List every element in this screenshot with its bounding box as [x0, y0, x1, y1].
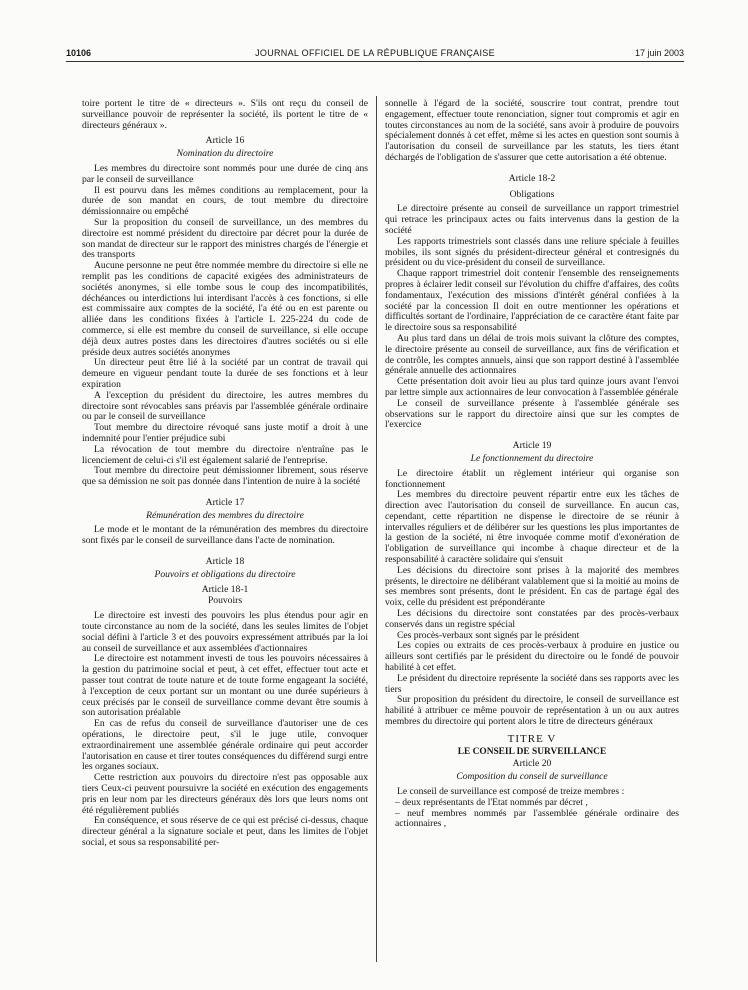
- paragraph: Les copies ou extraits de ces procès-verbaux à produire en justice ou ailleurs sont certifiés par le président du directoire ou le fondé de pouvoir habilité à cet effet.: [385, 640, 679, 674]
- paragraph: Les membres du directoire peuvent répartir entre eux les tâches de direction avec l'autorisation du conseil de surveillance. En aucun cas, cependant, cette répartition ne dispense le directoire de se réunir à intervalles réguliers et de délibérer sur les questions les plus importantes de la gestion de la société, ni être invoquée comme motif d'exonération de l'obligation de surveillance qui incombe à chaque directeur et de la responsabilité à caractère solidaire qui s'ensuit: [385, 489, 679, 566]
- paragraph: A l'exception du président du directoire, les autres membres du directoire sont révocables sans préavis par l'assemblée générale ordinaire ou par le conseil de surveillance: [82, 389, 368, 423]
- article-subtitle: Pouvoirs et obligations du directoire: [154, 568, 296, 580]
- paragraph: Le directoire est investi des pouvoirs les plus étendus pour agir en toute circonstance au nom de la société, dans les seules limites de l'objet social défini à l'article 3 et des pouvoirs expressément attribués par la loi au conseil de surveillance et aux assemblées d'actionnaires: [82, 610, 368, 654]
- paragraph: Sur proposition du président du directoire, le conseil de surveillance est habilité à attribuer ce même pouvoir de représentation à un ou aux autres membres du directoire qui portent alors le titre de directeurs généraux: [385, 694, 679, 728]
- article-subtitle: Nomination du directoire: [176, 148, 274, 160]
- publication-date: 17 juin 2003: [634, 48, 684, 58]
- paragraph: Le conseil de surveillance présente à l'assemblée générale ses observations sur le rapport du directoire ainsi que sur les comptes de l'exercice: [385, 397, 679, 431]
- article-heading: Article 16: [205, 135, 245, 147]
- title-heading: TITRE V: [507, 732, 557, 745]
- title-subheading: LE CONSEIL DE SURVEILLANCE: [457, 746, 607, 757]
- paragraph: Tout membre du directoire peut démissionner librement, sous réserve que sa démission ne soit pas donnée dans l'intention de nuire à la société: [82, 465, 368, 488]
- paragraph: Un directeur peut être lié à la société par un contrat de travail qui demeure en vigueur pendant toute la durée de ses fonctions et à leur expiration: [82, 357, 368, 390]
- left-column: [82, 99, 368, 959]
- article-heading: Article 18-1: [201, 583, 249, 595]
- article-subtitle: Obligations: [509, 188, 555, 200]
- journal-title: JOURNAL OFFICIEL DE LA RÉPUBLIQUE FRANÇAISE: [255, 48, 495, 58]
- paragraph: Les membres du directoire sont nommés pour une durée de cinq ans par le conseil de surveillance: [82, 162, 368, 185]
- paragraph: Chaque rapport trimestriel doit contenir l'ensemble des renseignements propres à éclairer ledit conseil sur l'évolution du chiffre d'affaires, des coûts fondamentaux, l'exécution des missions d'intérêt général confiées à la société par la concession Il doit en outre mentionner les opérations et difficultés sortant de l'ordinaire, l'appréciation de ce caractère étant faite par le directoire sous sa responsabilité: [385, 268, 679, 334]
- article-heading: Article 20: [512, 758, 552, 770]
- paragraph: Les décisions du directoire sont constatées par des procès-verbaux conservés dans un registre spécial: [385, 608, 679, 630]
- paragraph: Ces procès-verbaux sont signés par le président: [397, 629, 580, 641]
- paragraph: toire portent le titre de « directeurs ». S'ils ont reçu du conseil de surveillance pouvoir de représenter la société, ils portent le titre de « directeurs généraux ».: [82, 99, 368, 131]
- paragraph: Cette présentation doit avoir lieu au plus tard quinze jours avant l'envoi par lettre simple aux actionnaires de leur convocation à l'assemblée générale: [385, 376, 679, 398]
- article-subtitle: Composition du conseil de surveillance: [456, 771, 608, 783]
- paragraph: Les rapports trimestriels sont classés dans une reliure spéciale à feuilles mobiles, ils sont signés du président-directeur général et contresignés du président ou du vice-président du conseil de surveillance.: [385, 235, 679, 269]
- column-divider: [376, 96, 377, 962]
- paragraph: Tout membre du directoire révoqué sans juste motif a droit à une indemnité pour l'entier préjudice subi: [82, 422, 368, 444]
- paragraph: Il est pourvu dans les mêmes conditions au remplacement, pour la durée de son mandat en cours, de tout membre du directoire démissionnaire ou empêché: [82, 184, 368, 218]
- paragraph: La révocation de tout membre du directoire n'entraîne pas le licenciement de celui-ci s'il est également salarié de l'entreprise.: [82, 443, 368, 466]
- paragraph: sonnelle à l'égard de la société, souscrire tout contrat, prendre tout engagement, effectuer toute renonciation, signer tout compromis et agir en toutes circonstances au nom de la société, sans avoir à produire de pouvoirs spécialement donnés à cet effet, même si les actes en question sont soumis à l'autorisation du conseil de surveillance par les statuts, les tiers étant déchargés de l'obligation de s'assurer que cette autorisation a été obtenue.: [385, 99, 679, 163]
- right-column: [385, 99, 679, 979]
- paragraph: Le président du directoire représente la société dans ses rapports avec les tiers: [385, 672, 679, 695]
- paragraph: En cas de refus du conseil de surveillance d'autoriser une de ces opérations, le directoire peut, s'il le juge utile, convoquer extraordinairement une assemblée générale ordinaire qui peut accorder l'autorisation en cause et tirer toutes conséquences du différend surgi entre les organes sociaux.: [82, 718, 368, 773]
- article-heading: Article 18-2: [508, 172, 556, 184]
- paragraph: Le conseil de surveillance est composé de treize membres :: [397, 786, 625, 798]
- article-heading: Article 19: [512, 440, 552, 452]
- article-subtitle: Le fonctionnement du directoire: [470, 452, 594, 464]
- paragraph: Le directoire est notamment investi de tous les pouvoirs nécessaires à la gestion du patrimoine social et peut, à cet effet, effectuer tout acte et passer tout contrat de toute nature et de toute forme engageant la société, à l'exception de ceux portant sur un montant ou une durée supérieurs à ceux précisés par le conseil de surveillance comme devant être soumis à son autorisation préalable: [82, 653, 368, 719]
- article-subtitle: Pouvoirs: [207, 595, 243, 607]
- article-heading: Article 18: [205, 556, 245, 568]
- paragraph: En conséquence, et sous réserve de ce qui est précisé ci-dessus, chaque directeur général a la signature sociale et peut, dans les limites de l'objet social, et sous sa responsabilité per-: [82, 815, 368, 848]
- article-heading: Article 17: [205, 496, 245, 508]
- page-header: [66, 45, 684, 62]
- paragraph: Sur la proposition du conseil de surveillance, un des membres du directoire est nommé président du directoire par décret pour la durée de son mandat de directeur sur le rapport des ministres chargés de l'énergie et des transports: [82, 216, 368, 261]
- paragraph: Le directoire établit un règlement intérieur qui organise son fonctionnement: [385, 467, 679, 490]
- paragraph: Le mode et le montant de la rémunération des membres du directoire sont fixés par le conseil de surveillance dans l'acte de nomination.: [82, 524, 368, 547]
- article-subtitle: Rémunération des membres du directoire: [146, 509, 304, 521]
- paragraph: Aucune personne ne peut être nommée membre du directoire si elle ne remplit pas les conditions de capacité exigées des administrateurs de sociétés anonymes, si elle tombe sous le coup des incompatibilités, déchéances ou interdictions lui interdisant l'accès à ces fonctions, si elle est commissaire aux comptes de la société, l'a été ou en est parente ou alliée dans les conditions fixées à l'article L 225-224 du code de commerce, si elle est membre du conseil de surveillance, si elle occupe déjà deux autres postes dans les directoires d'autres sociétés ou si elle préside deux autres sociétés anonymes: [82, 260, 368, 358]
- paragraph: Au plus tard dans un délai de trois mois suivant la clôture des comptes, le directoire présente au conseil de surveillance, aux fins de vérification et de contrôle, les comptes annuels, ainsi que son rapport destiné à l'assemblée générale annuelle des actionnaires: [385, 332, 679, 377]
- paragraph: Le directoire présente au conseil de surveillance un rapport trimestriel qui retrace les principaux actes ou faits intervenus dans la gestion de la société: [385, 203, 679, 236]
- list-item: – deux représentants de l'Etat nommés par décret ,: [395, 796, 588, 808]
- paragraph: Cette restriction aux pouvoirs du directoire n'est pas opposable aux tiers Ceux-ci peuvent poursuivre la société en exécution des engagements pris en leur nom par les directeurs généraux dès lors que leurs noms ont été régulièrement publiés: [82, 772, 368, 816]
- page-number: 10106: [66, 48, 92, 58]
- list-item: – neuf membres nommés par l'assemblée générale ordinaire des actionnaires ,: [395, 807, 679, 830]
- paragraph: Les décisions du directoire sont prises à la majorité des membres présents, le directoire ne délibérant valablement que si la moitié au moins de ses membres sont présents, dont le président. En cas de partage égal des voix, celle du président est prépondérante: [385, 564, 679, 609]
